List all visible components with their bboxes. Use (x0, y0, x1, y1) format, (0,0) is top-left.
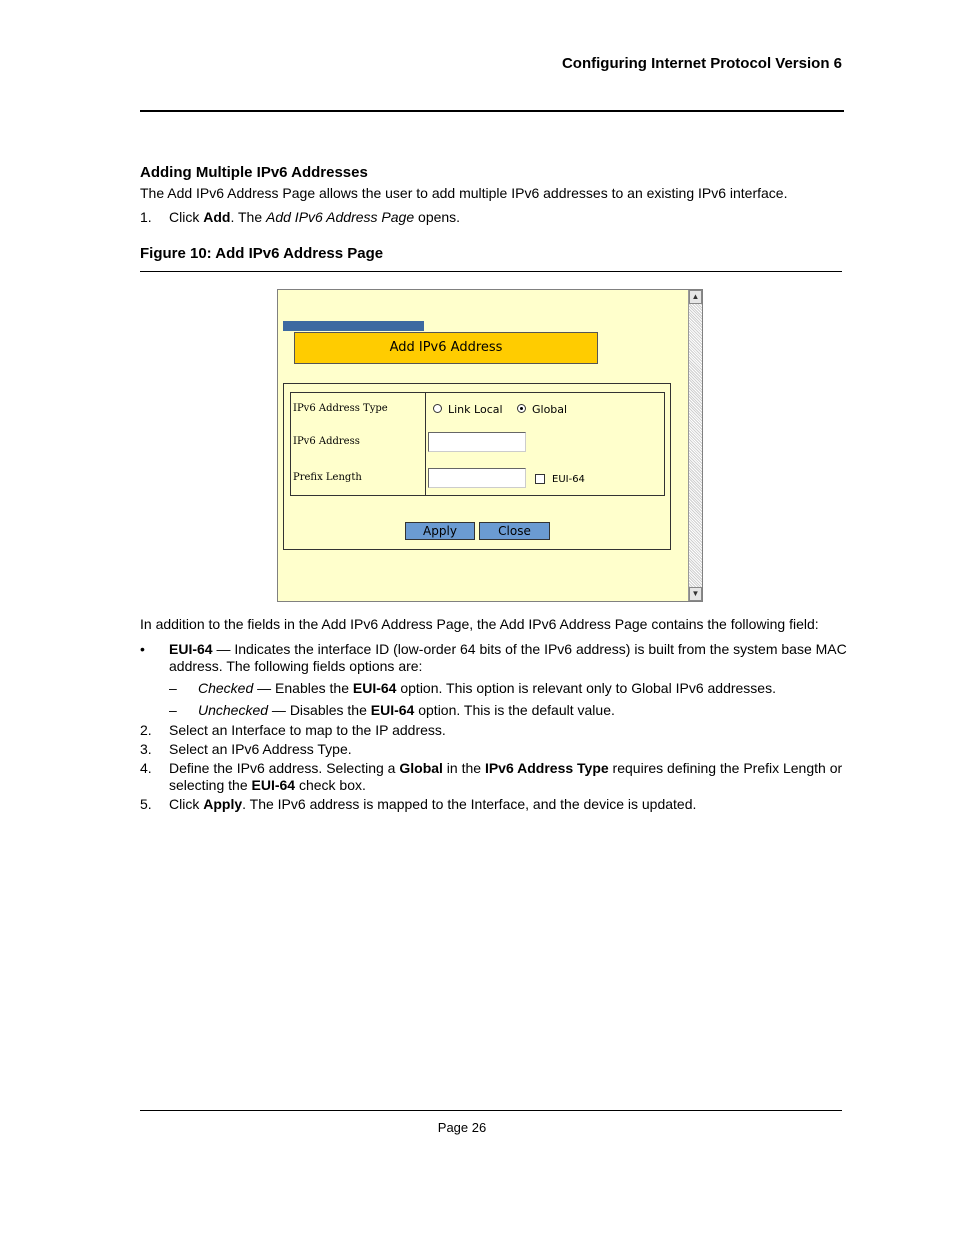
bullet-eui-64-cont: address. The following fields options are: (169, 658, 423, 674)
form-table (290, 392, 665, 496)
vertical-scrollbar[interactable] (688, 290, 702, 601)
step-2: 2. Select an Interface to map to the IP address. (140, 722, 446, 738)
title-accent-bar (283, 321, 424, 331)
prefix-length-input[interactable] (428, 468, 526, 488)
scroll-down-arrow-icon[interactable]: ▼ (689, 587, 702, 601)
address-type-label: IPv6 Address Type (293, 403, 388, 414)
step-3: 3. Select an IPv6 Address Type. (140, 741, 352, 757)
bullet-eui-64: • EUI-64 — Indicates the interface ID (low-order 64 bits of the IPv6 address) is built from the system base MAC (140, 641, 847, 657)
global-radio[interactable] (517, 404, 526, 413)
figure-title: Figure 10: Add IPv6 Address Page (140, 245, 384, 262)
step-4: 4. Define the IPv6 address. Selecting a Global in the IPv6 Address Type requires defining the Prefix Length or (140, 760, 843, 776)
intro-paragraph: The Add IPv6 Address Page allows the user to add multiple IPv6 addresses to an existing IPv6 interface. (140, 185, 788, 201)
ipv6-address-input[interactable] (428, 432, 526, 452)
step-5: 5. Click Apply. The IPv6 address is mapped to the Interface, and the device is updated. (140, 796, 697, 812)
page-number: Page 26 (437, 1120, 487, 1135)
ipv6-address-label: IPv6 Address (293, 436, 360, 447)
step-1: 1. Click Add. The Add IPv6 Address Page opens. (140, 209, 461, 225)
apply-button[interactable]: Apply (405, 522, 475, 540)
link-local-radio[interactable] (433, 404, 442, 413)
step-4-cont: selecting the EUI-64 check box. (169, 777, 366, 793)
add-ipv6-address-screenshot (277, 289, 703, 602)
link-local-label: Link Local (448, 403, 503, 416)
sub-checked: – Checked — Enables the EUI-64 option. This option is relevant only to Global IPv6 addresses. (169, 680, 776, 696)
global-label: Global (532, 403, 568, 416)
close-button[interactable]: Close (479, 522, 550, 540)
scroll-up-arrow-icon[interactable]: ▲ (689, 290, 702, 304)
form-container (283, 383, 671, 550)
dialog-title: Add IPv6 Address (294, 332, 598, 364)
figure-rule (140, 271, 842, 272)
eui-64-label: EUI-64 (552, 474, 585, 485)
running-header: Configuring Internet Protocol Version 6 (561, 55, 842, 72)
sub-unchecked: – Unchecked — Disables the EUI-64 option. This is the default value. (169, 702, 615, 718)
eui-64-checkbox[interactable] (535, 474, 545, 484)
column-divider (425, 393, 426, 495)
header-rule (140, 110, 844, 112)
footer-rule (140, 1110, 842, 1111)
after-figure-paragraph: In addition to the fields in the Add IPv6 Address Page, the Add IPv6 Address Page contains the following field: (140, 616, 819, 632)
section-title: Adding Multiple IPv6 Addresses (140, 164, 368, 181)
prefix-length-label: Prefix Length (293, 472, 362, 483)
